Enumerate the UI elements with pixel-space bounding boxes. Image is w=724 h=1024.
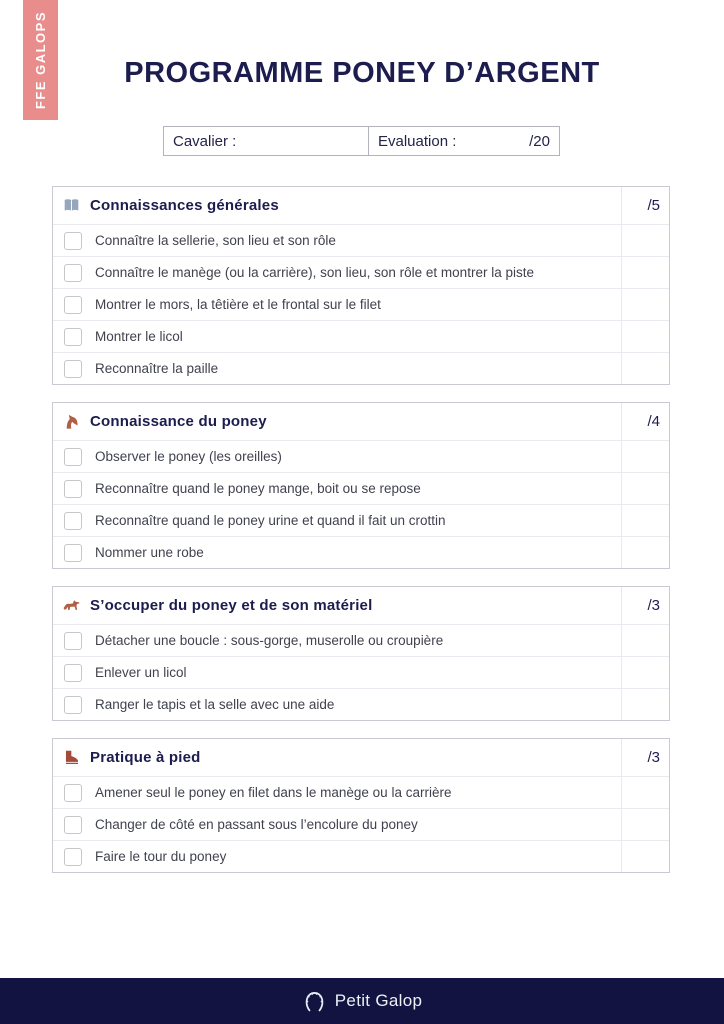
section-header <box>53 587 669 624</box>
item-checkbox[interactable] <box>64 848 82 866</box>
item-label: Reconnaître quand le poney mange, boit ou se repose <box>95 481 421 496</box>
footer-brand: Petit Galop <box>334 991 423 1010</box>
item-label: Montrer le mors, la têtière et le frontal sur le filet <box>95 297 381 312</box>
horse-head-icon <box>62 412 81 431</box>
section-card <box>52 402 670 569</box>
section-score: /3 <box>647 597 660 614</box>
section-score: /4 <box>647 413 660 430</box>
section-rows <box>53 776 669 872</box>
evaluation-score: /20 <box>529 132 550 150</box>
section-rows <box>53 224 669 384</box>
evaluation-cell <box>369 127 559 155</box>
horseshoe-icon <box>302 989 327 1014</box>
item-label: Observer le poney (les oreilles) <box>95 449 282 464</box>
item-label: Reconnaître la paille <box>95 361 219 376</box>
ffe-galops-tab-label: FFE GALOPS <box>33 10 48 110</box>
section-header <box>53 739 669 776</box>
checklist-row <box>53 504 669 536</box>
item-label: Connaître le manège (ou la carrière), son lieu, son rôle et montrer la piste <box>95 265 534 280</box>
item-label: Changer de côté en passant sous l’encolure du poney <box>95 817 418 832</box>
item-label: Nommer une robe <box>95 545 204 560</box>
item-label: Faire le tour du poney <box>95 849 227 864</box>
checklist-row <box>53 256 669 288</box>
item-checkbox[interactable] <box>64 816 82 834</box>
item-checkbox[interactable] <box>64 632 82 650</box>
item-label: Amener seul le poney en filet dans le manège ou la carrière <box>95 785 452 800</box>
section-header <box>53 403 669 440</box>
checklist-row <box>53 224 669 256</box>
checklist-row <box>53 288 669 320</box>
item-label: Connaître la sellerie, son lieu et son rôle <box>95 233 336 248</box>
section-title: S’occuper du poney et de son matériel <box>90 597 373 614</box>
section-card <box>52 738 670 873</box>
checklist-row <box>53 688 669 720</box>
checklist-row <box>53 808 669 840</box>
item-checkbox[interactable] <box>64 328 82 346</box>
item-label: Ranger le tapis et la selle avec une aide <box>95 697 335 712</box>
section-score: /3 <box>647 749 660 766</box>
item-label: Reconnaître quand le poney urine et quand il fait un crottin <box>95 513 446 528</box>
section-title: Connaissances générales <box>90 197 279 214</box>
checklist-row <box>53 624 669 656</box>
item-checkbox[interactable] <box>64 512 82 530</box>
footer-bar <box>0 978 724 1024</box>
item-label: Enlever un licol <box>95 665 187 680</box>
item-label: Détacher une boucle : sous-gorge, muserolle ou croupière <box>95 633 444 648</box>
section-score: /5 <box>647 197 660 214</box>
section-rows <box>53 440 669 568</box>
checklist-row <box>53 776 669 808</box>
item-checkbox[interactable] <box>64 232 82 250</box>
rider-evaluation-table <box>163 126 560 156</box>
item-checkbox[interactable] <box>64 360 82 378</box>
item-checkbox[interactable] <box>64 544 82 562</box>
checklist-row <box>53 536 669 568</box>
item-checkbox[interactable] <box>64 264 82 282</box>
checklist-row <box>53 656 669 688</box>
checklist-row <box>53 440 669 472</box>
section-header <box>53 187 669 224</box>
section-title: Connaissance du poney <box>90 413 267 430</box>
checklist-sections <box>52 186 670 873</box>
cavalier-label: Cavalier : <box>173 132 237 150</box>
item-checkbox[interactable] <box>64 784 82 802</box>
book-icon <box>62 196 81 215</box>
section-card <box>52 186 670 385</box>
item-checkbox[interactable] <box>64 480 82 498</box>
item-checkbox[interactable] <box>64 296 82 314</box>
item-checkbox[interactable] <box>64 664 82 682</box>
checklist-row <box>53 352 669 384</box>
item-label: Montrer le licol <box>95 329 183 344</box>
boot-icon <box>62 748 81 767</box>
cavalier-cell <box>164 127 369 155</box>
section-rows <box>53 624 669 720</box>
section-card <box>52 586 670 721</box>
item-checkbox[interactable] <box>64 448 82 466</box>
section-title: Pratique à pied <box>90 749 201 766</box>
evaluation-label: Evaluation : <box>378 132 457 150</box>
checklist-row <box>53 320 669 352</box>
item-checkbox[interactable] <box>64 696 82 714</box>
checklist-row <box>53 840 669 872</box>
checklist-row <box>53 472 669 504</box>
galloping-horse-icon <box>62 596 81 615</box>
page-title: PROGRAMME PONEY D’ARGENT <box>124 57 600 90</box>
